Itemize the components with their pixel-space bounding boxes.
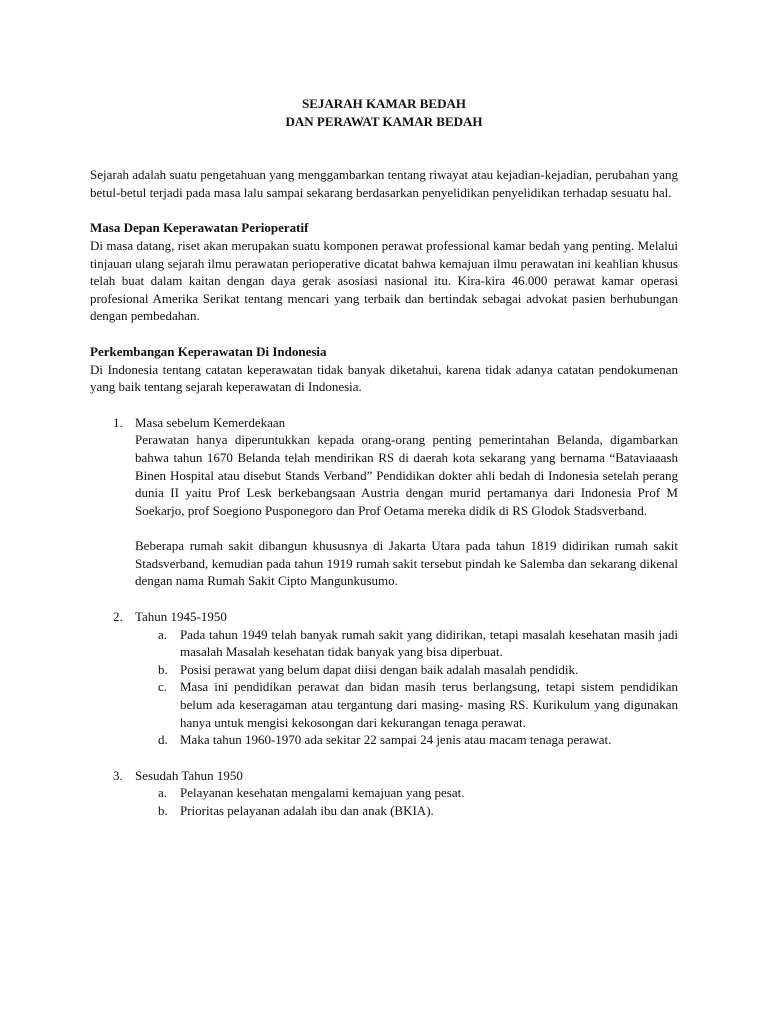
sub-list-letter: b. — [158, 803, 168, 818]
list-item — [90, 608, 678, 749]
list-item-title: Tahun 1945-1950 — [135, 609, 227, 625]
sub-list-text: Masa ini pendidikan perawat dan bidan masih terus berlangsung, tetapi sistem pendidikan belum ada keseragaman atau tergantung dari masing- masing RS. Kurikulum yang digunakan hanya untuk mengisi kekosongan dari kekurangan tenaga perawat. — [180, 679, 678, 730]
sub-list-letter: d. — [158, 732, 168, 748]
list-item — [90, 767, 678, 820]
section-body-indonesia: Di Indonesia tentang catatan keperawatan tidak banyak diketahui, karena tidak adanya catatan pendokumenan yang baik tentang sejarah keperawatan di Indonesia. — [90, 361, 678, 395]
sub-list-text: Maka tahun 1960-1970 ada sekitar 22 sampai 24 jenis atau macam tenaga perawat. — [180, 732, 612, 748]
document-title-line1: SEJARAH KAMAR BEDAH — [302, 96, 466, 111]
document-title-line2: DAN PERAWAT KAMAR BEDAH — [285, 113, 483, 129]
list-item-paragraph: Perawatan hanya diperuntukkan kepada orang-orang penting pemerintahan Belanda, digambarkan bahwa tahun 1670 Belanda telah mendirikan RS di daerah kota sekarang yang bernama “Bataviaaash Binen Hospital atau disebut Stands Verband” Pendidikan dokter ahli bedah di Indonesia setelah perang dunia II yaitu Prof Lesk berkebangsaan Austria dengan murid pertamanya dari Indonesia Prof M Soekarjo, prof Soegiono Pusponegoro dan Prof Oetama mereka didik di RS Glodok Stadsverband. — [135, 432, 678, 518]
sub-list-item — [135, 661, 678, 679]
sub-list-text: Pelayanan kesehatan mengalami kemajuan yang pesat. — [180, 785, 465, 801]
sub-list-item — [135, 802, 678, 820]
list-item-title: Sesudah Tahun 1950 — [135, 767, 243, 783]
intro-paragraph: Sejarah adalah suatu pengetahuan yang menggambarkan tentang riwayat atau kejadian-kejadian, perubahan yang betul-betul terjadi pada masa lalu sampai sekarang berdasarkan penyelidikan penyelidikan terhadap sesuatu hal. — [90, 167, 678, 200]
sub-list-text: Posisi perawat yang belum dapat diisi dengan baik adalah masalah pendidik. — [180, 661, 579, 677]
sub-list-letter: c. — [158, 679, 168, 695]
document-page — [90, 95, 678, 820]
section-heading-perioperatif: Masa Depan Keperawatan Perioperatif — [90, 220, 309, 236]
sub-list-letter: b. — [158, 661, 168, 677]
section-heading-indonesia: Perkembangan Keperawatan Di Indonesia — [90, 343, 327, 359]
list-item-number: 3. — [113, 767, 123, 783]
sub-list-text: Prioritas pelayanan adalah ibu dan anak (BKIA). — [180, 803, 434, 818]
sub-list-letter: a. — [158, 785, 168, 801]
list-item-paragraph: Beberapa rumah sakit dibangun khususnya di Jakarta Utara pada tahun 1819 didirikan rumah sakit Stadsverband, kemudian pada tahun 1919 rumah sakit tersebut pindah ke Salemba dan sekarang dikenal dengan nama Rumah Sakit Cipto Mangunkusumo. — [135, 538, 678, 589]
sub-list-item — [135, 626, 678, 661]
sub-list-letter: a. — [158, 626, 168, 642]
list-item-number: 2. — [113, 609, 123, 625]
sub-list-item — [135, 784, 678, 802]
list-item-title: Masa sebelum Kemerdekaan — [135, 414, 286, 430]
sub-list-text: Pada tahun 1949 telah banyak rumah sakit yang didirikan, tetapi masalah kesehatan masih jadi masalah Masalah kesehatan tidak banyak yang bisa diperbuat. — [180, 626, 678, 660]
sub-list-item — [135, 678, 678, 731]
list-item — [90, 414, 678, 590]
section-body-perioperatif: Di masa datang, riset akan merupakan suatu komponen perawat professional kamar bedah yang penting. Melalui tinjauan ulang sejarah ilmu perawatan perioperative dicatat bahwa kemajuan ilmu perawatan ini keahlian khusus telah buat dalam kaitan dengan daya gerak asosiasi nasional itu. Kira-kira 46.000 perawat kamar operasi profesional Amerika Serikat tentang mencari yang terbaik dan bertindak sebagai advokat pasien berhubungan dengan pembedahan. — [90, 237, 678, 324]
list-item-number: 1. — [113, 414, 123, 430]
sub-list-item — [135, 731, 678, 749]
